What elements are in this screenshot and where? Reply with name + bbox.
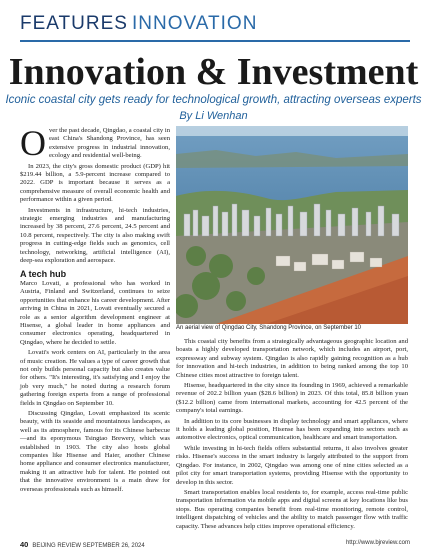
- footer-left: [20, 540, 145, 549]
- body-paragraph: Smart transportation enables local residents to, for example, access real-time public transportation information via mobile apps and digital screens at key locations like bus stops. Bus operating companies benefit from real-time monitoring, remote control, intelligent dispatching of vehicles and the ability to match passenger flow with traffic capacity. These advances help cities improve operational efficiency.: [176, 488, 408, 530]
- section-header: [20, 10, 410, 38]
- article-title: Innovation & Investment: [8, 51, 419, 93]
- photo-caption: An aerial view of Qingdao City, Shandong Province, on September 10: [176, 325, 361, 331]
- publication-info: BEIJING REVIEW SEPTEMBER 26, 2024: [32, 543, 145, 549]
- aerial-city-photo: [176, 126, 408, 324]
- footer-url[interactable]: http://www.bjreview.com: [345, 540, 410, 546]
- body-paragraph: Investments in infrastructure, hi-tech industries, strategic emerging industries and manufacturing increased by 38 percent, 27.6 percent, 24.5 percent and 10.8 percent, respectively. The city is also making swift progress in cutting-edge fields such as genomics, cell technology, networking, artificial intelligence (AI), deep-sea exploration and aerospace.: [20, 206, 170, 265]
- body-paragraph: Lovati's work centers on AI, particularly in the area of music creation. He values a type of career growth that not only builds personal capacity but also creates value for others. "It's interesting, it's satisfying and I enjoy the job very much," he noted during a research forum gathering foreign experts from a range of professional fields in Qingdao on September 10.: [20, 349, 170, 407]
- body-paragraph: Discussing Qingdao, Lovati emphasized its scenic beauty, with its seaside and mountainous landscapes, as well as its atmosphere, famous for its Chinese barbecue—and its eponymous Tsingtao Brewery, which was established in 1903. The city also hosts global companies like Hisense and Haier, another Chinese home appliance and consumer electronics manufacturer, making it an attractive hub for talent. He pointed out that the innovative environment is a main draw for overseas professionals such as himself.: [20, 410, 170, 493]
- city-illustration: [176, 126, 408, 324]
- body-paragraph: Marco Lovati, a professional who has worked in Austria, Finland and Switzerland, continues to seize opportunities that enhance his career development. After arriving in China in 2021, Lovati eventually secured a role as a senior algorithm development engineer at Hisense, a global leader in home appliances and consumer electronics operating, headquartered in Qingdao, where he decided to settle.: [20, 279, 170, 346]
- body-paragraph: In addition to its core businesses in display technology and smart appliances, where it holds a leading global position, Hisense has been expanding into sectors such as automotive electronics, optical communication, healthcare and smart transportation.: [176, 417, 408, 442]
- header-rule: [20, 40, 410, 42]
- body-paragraph: Hisense, headquartered in the city since its founding in 1969, achieved a remarkable revenue of 202.2 billion yuan ($28.6 billion) in 2023. Of this total, 85.8 billion yuan ($12.2 billion) came from international markets, accounting for 42.5 percent of the company's total earnings.: [176, 382, 408, 415]
- body-paragraph: In 2023, the city's gross domestic product (GDP) hit $219.44 billion, a 5.9-percent increase compared to 2022. GDP is important because it serves as a comprehensive measure of overall economic health and performance within a given period.: [20, 162, 170, 204]
- body-paragraph: This coastal city benefits from a strategically advantageous geographic location and boasts a highly developed transportation network, which includes an airport, port, expressway and subway system. Qingdao is also rapidly gaining recognition as a hub for innovation and hi-tech industries, in addition to being ranked among the top 10 Chinese cities most attractive to foreign talent.: [176, 338, 408, 379]
- section-label-features: FEATURES: [20, 13, 128, 34]
- drop-cap: O: [20, 123, 46, 163]
- page-number: 40: [20, 540, 29, 549]
- body-paragraph: While investing in hi-tech fields offers substantial returns, it also involves greater risks. Hisense's success in the smart industry is largely attributed to the support from Qingdao. For instance, in 2002, Qingdao was among one of nine cities selected as a pilot city for smart transportation systems, providing Hisense with the opportunity to develop in this sector.: [176, 444, 408, 486]
- right-column: [176, 338, 408, 533]
- section-label-innovation: INNOVATION: [132, 13, 258, 34]
- intro-text: ver the past decade, Qingdao, a coastal city in east China's Shandong Province, has seen extensive progress in industrial innovation, ecology and residential well-being.: [49, 127, 170, 160]
- left-column: [20, 123, 170, 496]
- article-byline: By Li Wenhan: [179, 110, 248, 122]
- intro-paragraph: [20, 123, 170, 163]
- article-subtitle: Iconic coastal city gets ready for technological growth, attracting overseas experts: [5, 94, 422, 106]
- subheading-tech-hub: A tech hub: [20, 268, 67, 279]
